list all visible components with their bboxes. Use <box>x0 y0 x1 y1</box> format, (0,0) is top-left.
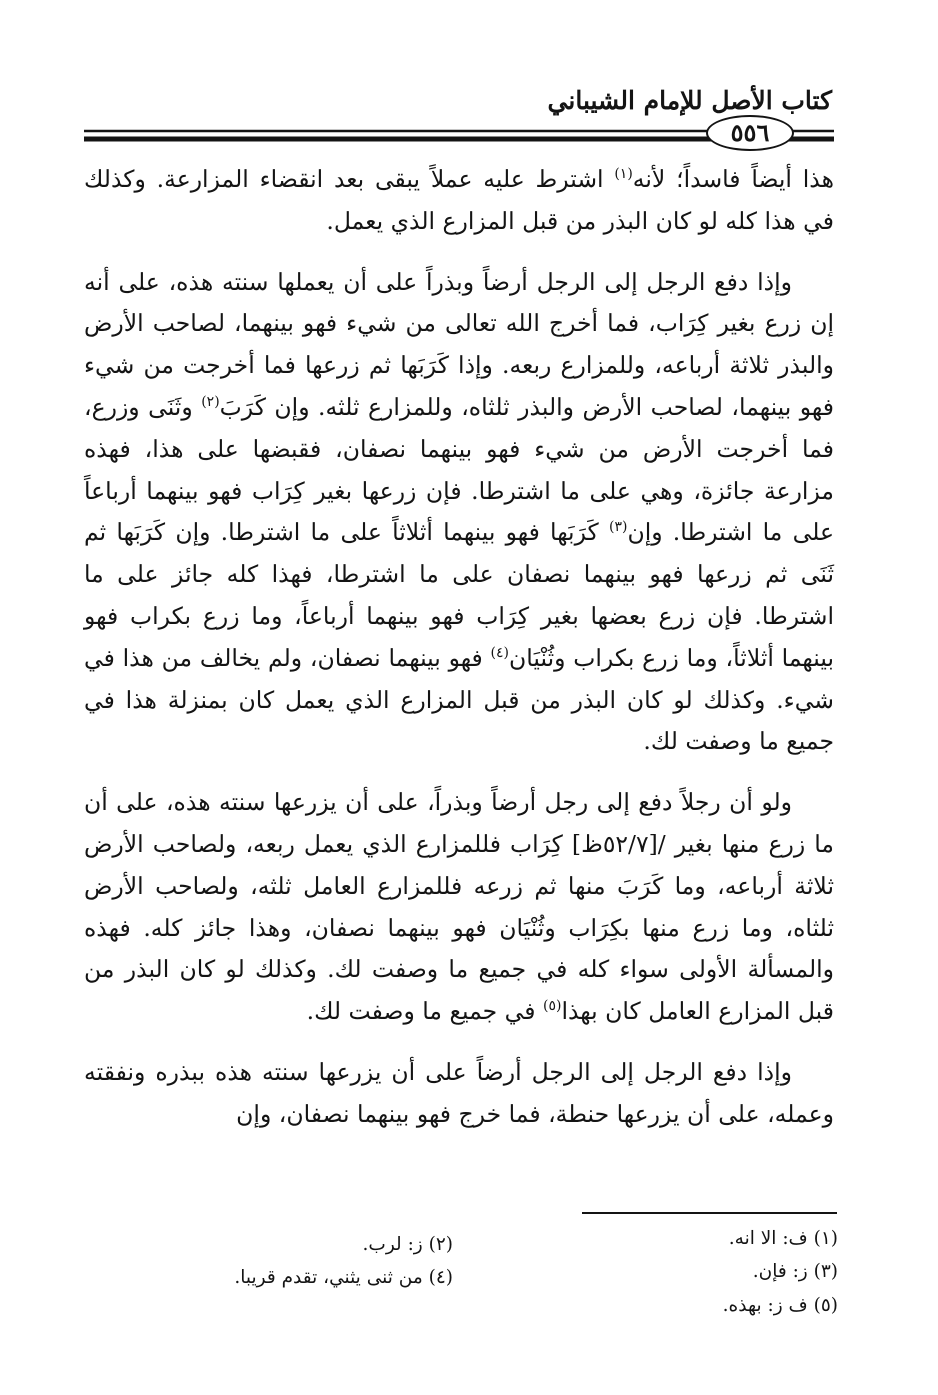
footnote-ref-5: (٥) <box>542 998 562 1015</box>
footnote-4: (٤) من ثنى يثني، تقدم قريبا. <box>234 1267 453 1288</box>
paragraph-3: ولو أن رجلاً دفع إلى رجل أرضاً وبذراً، على أن يزرعها سنته هذه، على أن ما زرع منها بغير /[٥٢/٧ظ] كِرَاب فللمزارع الذي يعمل ربعه، ولصاحب الأرض ثلاثة أرباعه، وما كَرَبَ منها ثم زرعه فللمزارع العامل ثلثه، ولصاحب الأرض ثلثاه، وما زرع منها بكِرَاب وثُنْيَان فهو بينهما نصفان، وهذا جائز كله. فهذه والمسألة الأولى سواء كله في جميع ما وصفت لك. وكذلك لو كان البذر من قبل المزارع العامل كان بهذا$^{(٥)}$ في جميع ما وصفت لك. <box>84 788 835 1026</box>
footnote-5: (٥) ف ز: بهذه. <box>722 1295 838 1316</box>
page-number: ٥٥٦ <box>706 115 794 151</box>
footnote-ref-3: (٣) <box>608 519 628 536</box>
footnote-2: (٢) ز: لرب. <box>362 1234 453 1255</box>
paragraph-2: وإذا دفع الرجل إلى الرجل أرضاً وبذراً على أن يعملها سنته هذه، على أنه إن زرع بغير كِرَاب، فما أخرج الله تعالى من شيء فهو بينهما، لصاحب الأرض والبذر ثلاثة أرباعه، وللمزارع ربعه. وإذا كَرَبَها ثم زرعها فما أخرجت من شيء فهو بينهما، لصاحب الأرض والبذر ثلثاه، وللمزارع ثلثه. وإن كَرَبَ$^{(٢)}$ وثَنَى وزرع، فما أخرجت الأرض من شيء فهو بينهما نصفان، فقبضها على هذا، فهذه مزارعة جائزة، وهي على ما اشترطا. فإن زرعها بغير كِرَاب فهو بينهما أرباعاً على ما اشترطا. وإن$^{(٣)}$ كَرَبَها فهو بينهما أثلاثاً على ما اشترطا. وإن كَرَبَها ثم ثَنَى ثم زرعها فهو بينهما نصفان على ما اشترطا، فهذا كله جائز على ما اشترطا. فإن زرع بعضها بغير كِرَاب فهو بينهما أرباعاً، وما زرع بكراب فهو بينهما أثلاثاً، وما زرع بكراب وثُنْيَان$^{(٤)}$ فهو بينهما نصفان، ولم يخالف من هذا في شيء. وكذلك لو كان البذر من قبل المزارع الذي يعمل كان بمنزلة هذا في جميع ما وصفت لك. <box>84 267 835 756</box>
main-text <box>84 159 834 1155</box>
paragraph-4: وإذا دفع الرجل إلى الرجل أرضاً على أن يزرعها سنته هذه ببذره ونفقته وعمله، على أن يزرعها حنطة، فما خرج فهو بينهما نصفان، وإن <box>84 1057 834 1128</box>
paragraph-1: هذا أيضاً فاسداً؛ لأنه$^{(١)}$ اشترط عليه عملاً يبقى بعد انقضاء المزارعة. وكذلك في هذا كله لو كان البذر من قبل المزارع الذي يعمل. <box>84 165 834 235</box>
footnote-ref-1: (١) <box>614 166 633 183</box>
footnote-ref-4: (٤) <box>490 644 510 661</box>
footnote-1: (١) ف: الا انه. <box>728 1228 838 1249</box>
book-title: كتاب الأصل للإمام الشيباني <box>547 86 832 115</box>
footnote-divider <box>582 1212 837 1214</box>
footnote-ref-2: (٢) <box>201 394 220 411</box>
footnote-3: (٣) ز: فإن. <box>752 1261 838 1282</box>
